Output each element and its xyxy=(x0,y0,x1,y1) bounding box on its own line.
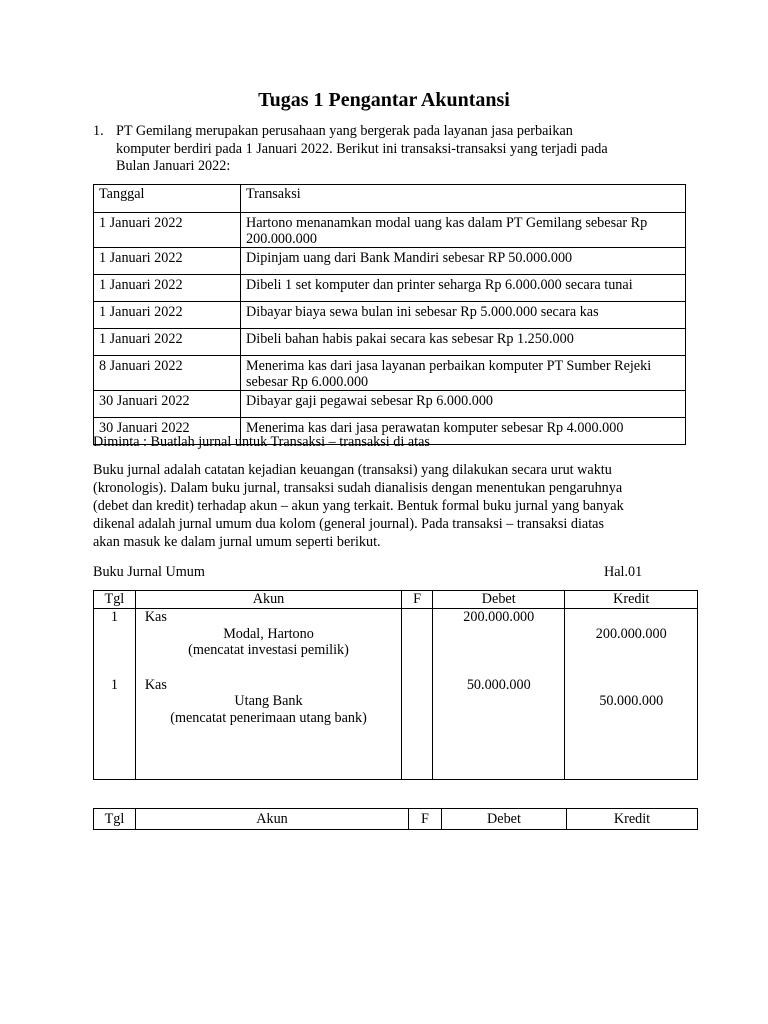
paragraph-line: akan masuk ke dalam jurnal umum seperti berikut. xyxy=(93,534,381,550)
page-title: Tugas 1 Pengantar Akuntansi xyxy=(258,89,510,111)
row-transaction: Dibeli 1 set komputer dan printer seharga Rp 6.000.000 secara tunai xyxy=(241,275,686,302)
row-transaction: Menerima kas dari jasa perawatan komputer sebesar Rp 4.000.000 xyxy=(241,418,686,445)
debit-account: Kas xyxy=(144,676,167,693)
paragraph-line: (debet dan kredit) terhadap akun – akun yang terkait. Bentuk formal buku jurnal yang banyak xyxy=(93,498,624,514)
table-row xyxy=(94,302,686,329)
entry-date: 1 xyxy=(110,609,118,625)
header-f: F xyxy=(402,591,433,609)
journal-header-row xyxy=(94,591,698,609)
row-date: 1 Januari 2022 xyxy=(94,248,241,275)
row-transaction: Hartono menanamkan modal uang kas dalam PT Gemilang sebesar Rp 200.000.000 xyxy=(241,213,686,248)
paragraph-line: (kronologis). Dalam buku jurnal, transaksi sudah dianalisis dengan menentukan pengaruhnya xyxy=(93,480,623,496)
header-debet: Debet xyxy=(442,809,567,830)
paragraph-line: dikenal adalah jurnal umum dua kolom (general journal). Pada transaksi – transaksi diatas xyxy=(93,516,604,532)
row-date: 1 Januari 2022 xyxy=(94,302,241,329)
table-row xyxy=(94,391,686,418)
row-date: 30 Januari 2022 xyxy=(94,391,241,418)
row-date: 1 Januari 2022 xyxy=(94,329,241,356)
kredit-column xyxy=(565,609,698,780)
row-transaction: Dipinjam uang dari Bank Mandiri sebesar RP 50.000.000 xyxy=(241,248,686,275)
header-tgl: Tgl xyxy=(94,591,136,609)
header-kredit: Kredit xyxy=(567,809,698,830)
f-column xyxy=(402,609,433,780)
entry-date: 1 xyxy=(110,676,118,693)
entry-note: (mencatat penerimaan utang bank) xyxy=(170,709,367,726)
header-transaksi: Transaksi xyxy=(241,185,686,213)
table-row xyxy=(94,213,686,248)
question-line: PT Gemilang merupakan perusahaan yang bergerak pada layanan jasa perbaikan xyxy=(116,123,573,139)
debet-column xyxy=(433,609,565,780)
journal-table xyxy=(93,590,698,780)
instruction-text: Diminta : Buatlah jurnal untuk Transaksi – transaksi di atas xyxy=(93,434,430,450)
header-tanggal: Tanggal xyxy=(94,185,241,213)
debet-amount: 200.000.000 xyxy=(463,609,535,625)
header-debet: Debet xyxy=(433,591,565,609)
transactions-table xyxy=(93,184,686,445)
table-row xyxy=(94,275,686,302)
credit-account: Modal, Hartono xyxy=(223,625,314,642)
header-f: F xyxy=(409,809,442,830)
kredit-amount: 200.000.000 xyxy=(595,625,667,642)
row-transaction: Dibayar gaji pegawai sebesar Rp 6.000.000 xyxy=(241,391,686,418)
header-kredit: Kredit xyxy=(565,591,698,609)
table-header-row xyxy=(94,185,686,213)
row-date: 1 Januari 2022 xyxy=(94,213,241,248)
paragraph-line: Buku jurnal adalah catatan kejadian keuangan (transaksi) yang dilakukan secara urut waktu xyxy=(93,462,612,478)
journal-body-row xyxy=(94,609,698,780)
journal-table-2 xyxy=(93,808,698,830)
akun-column xyxy=(135,609,401,780)
journal-page-number: Hal.01 xyxy=(604,564,643,580)
header-tgl: Tgl xyxy=(94,809,136,830)
debit-account: Kas xyxy=(144,609,167,625)
row-date: 8 Januari 2022 xyxy=(94,356,241,391)
entry-note: (mencatat investasi pemilik) xyxy=(188,642,349,658)
table-row xyxy=(94,248,686,275)
kredit-amount: 50.000.000 xyxy=(599,693,664,709)
question-line: Bulan Januari 2022: xyxy=(116,158,231,174)
debet-amount: 50.000.000 xyxy=(466,676,531,693)
table-row xyxy=(94,329,686,356)
credit-account: Utang Bank xyxy=(234,693,303,709)
question-line: komputer berdiri pada 1 Januari 2022. Berikut ini transaksi-transaksi yang terjadi pada xyxy=(116,141,608,157)
header-akun: Akun xyxy=(135,591,401,609)
table-row xyxy=(94,356,686,391)
journal-title: Buku Jurnal Umum xyxy=(93,564,205,580)
header-akun: Akun xyxy=(136,809,409,830)
tgl-column xyxy=(94,609,136,780)
question-number: 1. xyxy=(93,123,104,139)
row-date: 1 Januari 2022 xyxy=(94,275,241,302)
row-date: 30 Januari 2022 xyxy=(94,418,241,445)
row-transaction: Dibeli bahan habis pakai secara kas sebesar Rp 1.250.000 xyxy=(241,329,686,356)
row-transaction: Dibayar biaya sewa bulan ini sebesar Rp 5.000.000 secara kas xyxy=(241,302,686,329)
journal-header-row xyxy=(94,809,698,830)
row-transaction: Menerima kas dari jasa layanan perbaikan komputer PT Sumber Rejeki sebesar Rp 6.000.000 xyxy=(241,356,686,391)
